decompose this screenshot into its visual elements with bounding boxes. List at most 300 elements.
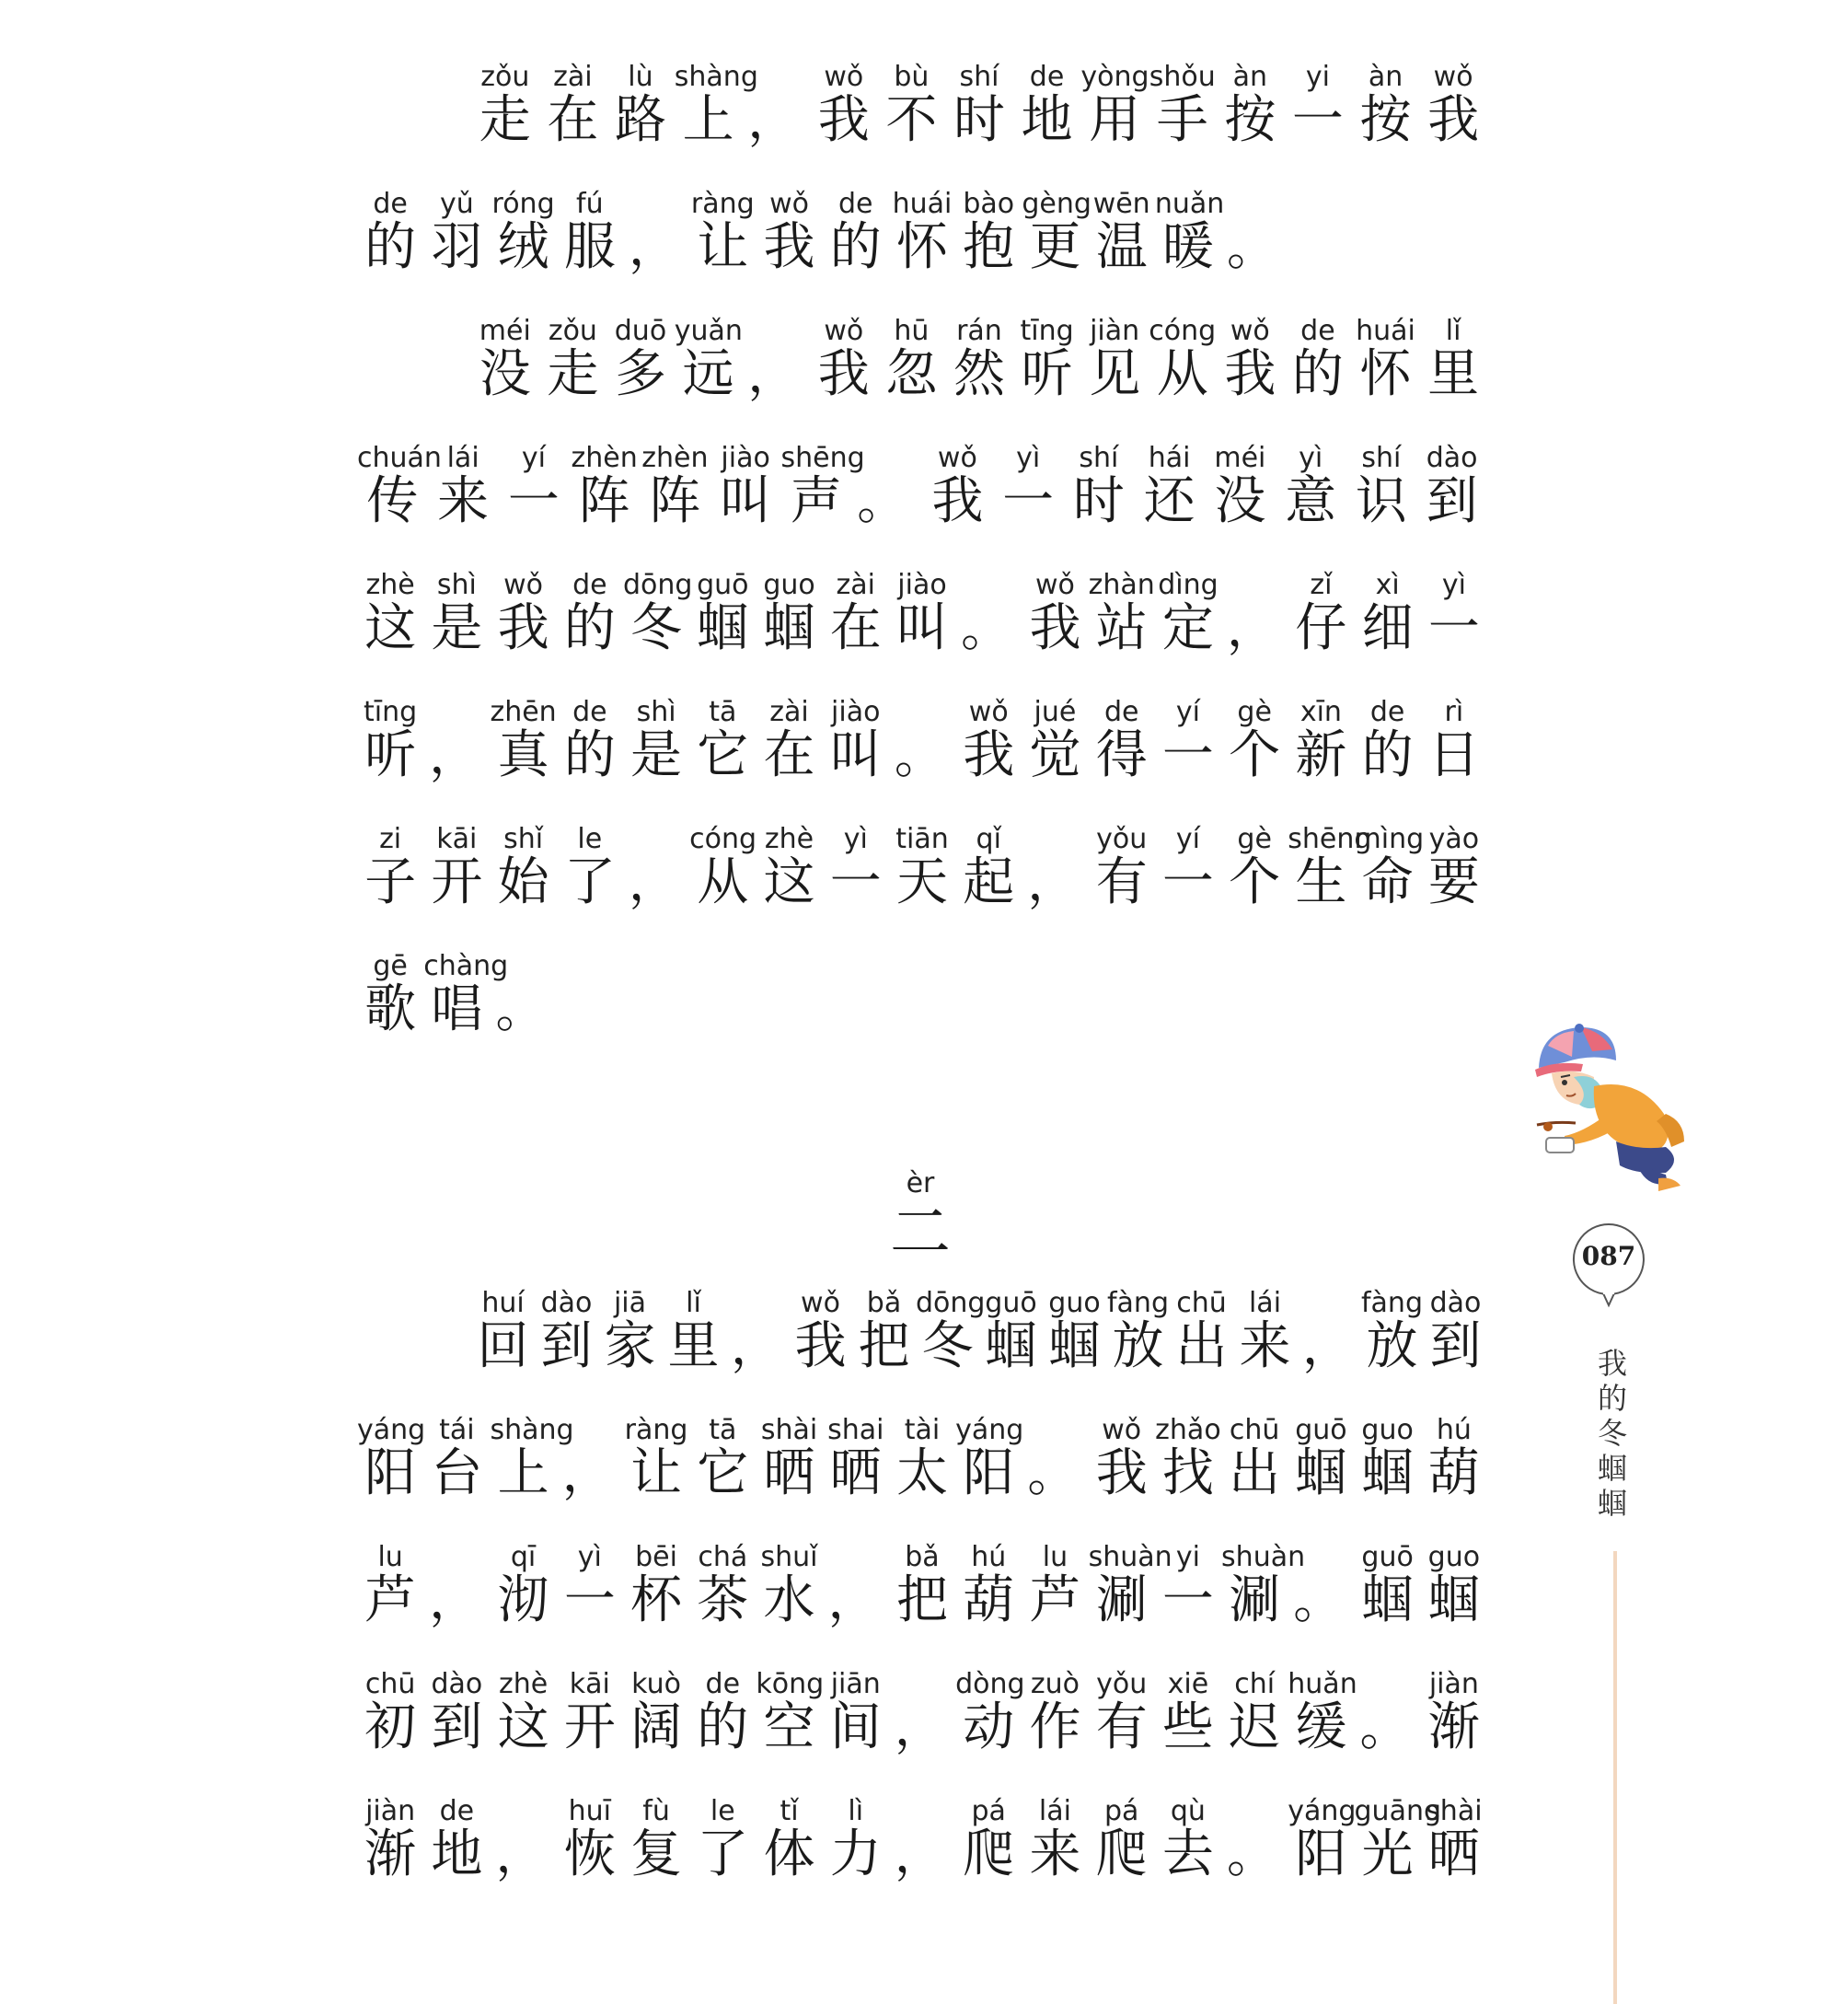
character-cell (1421, 188, 1487, 276)
character-cell (557, 1414, 623, 1502)
hanzi: 意 (1285, 471, 1337, 531)
hanzi: 听 (364, 725, 417, 785)
character-cell (557, 696, 623, 784)
character-cell (471, 315, 539, 403)
character-cell (979, 1287, 1043, 1375)
hanzi: 我 (931, 471, 984, 531)
hanzi: 到 (1429, 1316, 1482, 1376)
character-cell (1421, 823, 1487, 911)
character-cell (689, 569, 756, 657)
character-cell (1288, 1795, 1357, 1884)
hanzi: 走 (547, 344, 599, 404)
character-cell (889, 1668, 955, 1756)
pinyin: wǒ (769, 188, 809, 220)
pinyin: qù (1170, 1795, 1206, 1827)
hanzi: 定 (1161, 598, 1214, 658)
character-cell (423, 1668, 490, 1756)
character-cell (823, 696, 889, 784)
hanzi: 的 (829, 217, 882, 277)
character-cell (1106, 1287, 1170, 1375)
pinyin: shì (636, 696, 676, 728)
hanzi: 叫 (720, 471, 772, 531)
pinyin: pá (971, 1795, 1006, 1827)
character-cell (1288, 569, 1354, 657)
pinyin: yí (1175, 696, 1200, 728)
character-cell (689, 823, 756, 911)
character-cell (1149, 315, 1217, 403)
pinyin: wǒ (1035, 569, 1075, 601)
pinyin: yí (1175, 823, 1200, 855)
pinyin: pá (1103, 1795, 1139, 1827)
pinyin: wǒ (1102, 1414, 1142, 1446)
hanzi: 到 (540, 1316, 593, 1376)
character-cell (557, 1541, 623, 1629)
character-cell (1022, 188, 1091, 277)
character-cell (357, 442, 442, 531)
pinyin: shuàn (1221, 1541, 1306, 1573)
pinyin: de (1029, 61, 1065, 93)
punctuation: 。 (961, 599, 1011, 657)
hanzi: 子 (364, 852, 417, 912)
hanzi: 水 (763, 1570, 815, 1630)
section-number: 二 (890, 1197, 951, 1268)
hanzi: 蝈 (1361, 1570, 1414, 1630)
character-cell (955, 696, 1022, 784)
hanzi: 我 (497, 598, 549, 658)
hanzi: 真 (497, 725, 549, 785)
character-cell (1217, 315, 1285, 403)
character-cell (916, 1287, 986, 1376)
character-cell (1089, 1795, 1155, 1883)
hanzi: 找 (1161, 1443, 1214, 1503)
hanzi: 我 (1029, 598, 1081, 658)
hanzi: 上 (682, 90, 734, 150)
hanzi: 把 (895, 1570, 948, 1630)
hanzi: 的 (1291, 344, 1344, 404)
character-cell (357, 1541, 423, 1629)
hanzi: 一 (1161, 1570, 1214, 1630)
pinyin: hú (1436, 1414, 1472, 1446)
hanzi: 从 (1156, 344, 1208, 404)
pinyin: tǐ (780, 1795, 799, 1827)
pinyin: dōng (622, 569, 693, 601)
hanzi: 地 (1021, 90, 1073, 150)
character-cell (955, 569, 1022, 657)
pinyin: dào (540, 1287, 593, 1319)
character-cell (357, 188, 423, 276)
character-cell (756, 1668, 825, 1757)
character-cell (490, 1668, 556, 1756)
pinyin: gē (373, 950, 408, 982)
pinyin: dòng (955, 1668, 1025, 1700)
character-cell (1360, 1287, 1424, 1375)
hanzi: 些 (1161, 1697, 1214, 1757)
character-cell (1155, 1414, 1221, 1502)
pinyin: guō (697, 569, 749, 601)
character-cell (423, 823, 490, 911)
character-cell (1421, 1668, 1487, 1756)
hanzi: 迟 (1229, 1697, 1281, 1757)
child-with-bottle-illustration (1528, 1013, 1693, 1197)
character-cell (823, 950, 889, 1038)
pinyin: de (1300, 315, 1335, 347)
character-cell (1421, 569, 1487, 657)
character-cell (1421, 696, 1487, 784)
pinyin: gèng (1022, 188, 1091, 220)
hanzi: 按 (1224, 90, 1276, 150)
hanzi: 这 (364, 598, 417, 658)
character-cell (889, 1795, 955, 1883)
hanzi: 识 (1355, 471, 1407, 531)
character-cell (1155, 569, 1221, 657)
hanzi: 了 (563, 852, 616, 912)
hanzi: 唱 (431, 979, 483, 1039)
character-cell (945, 61, 1013, 149)
pinyin: yì (1016, 442, 1041, 474)
character-cell (1284, 315, 1352, 403)
character-cell (490, 696, 556, 784)
character-cell (622, 569, 693, 658)
pinyin: fàng (1360, 1287, 1423, 1319)
hanzi: 茶 (697, 1570, 749, 1630)
hanzi: 空 (763, 1697, 815, 1757)
character-cell (1043, 1287, 1106, 1375)
character-cell (955, 1414, 1022, 1502)
pinyin: chū (364, 1668, 416, 1700)
pinyin: de (705, 1668, 741, 1700)
character-cell (606, 315, 675, 403)
character-cell (623, 188, 689, 276)
character-cell (1355, 1541, 1421, 1629)
character-cell (955, 188, 1022, 276)
character-cell (878, 315, 946, 403)
character-cell (1022, 950, 1088, 1038)
pinyin: jiā (613, 1287, 647, 1319)
character-cell (423, 950, 509, 1039)
character-cell (1421, 1414, 1487, 1502)
character-cell (1155, 696, 1221, 784)
character-cell (852, 1287, 916, 1375)
punctuation: 。 (894, 726, 944, 784)
character-cell (1355, 569, 1421, 657)
hanzi: 日 (1427, 725, 1480, 785)
hanzi: 生 (1295, 852, 1347, 912)
pinyin: bǎ (866, 1287, 902, 1319)
pinyin: jiān (830, 1668, 881, 1700)
character-cell (1022, 1541, 1088, 1629)
character-cell (756, 1795, 822, 1883)
pinyin: jiào (897, 569, 947, 601)
side-rule (1613, 1551, 1617, 2004)
character-cell (423, 569, 490, 657)
character-cell (1421, 1795, 1487, 1883)
character-cell (1221, 696, 1288, 784)
hanzi: 地 (431, 1824, 483, 1884)
hanzi: 要 (1427, 852, 1480, 912)
hanzi: 始 (497, 852, 549, 912)
character-cell (357, 823, 423, 911)
character-cell (1149, 61, 1217, 149)
character-cell (823, 1414, 889, 1502)
pinyin: jiào (831, 696, 881, 728)
hanzi: 忽 (885, 344, 938, 404)
hanzi: 用 (1089, 90, 1141, 150)
punctuation: ， (747, 345, 798, 403)
character-cell (357, 1795, 423, 1883)
pinyin: chuán (357, 442, 442, 474)
pinyin: yǔ (439, 188, 474, 220)
hanzi: 晒 (829, 1443, 882, 1503)
pinyin: lǐ (1445, 315, 1461, 347)
hanzi: 阔 (630, 1697, 683, 1757)
pinyin: tā (709, 696, 737, 728)
character-cell (1089, 569, 1155, 657)
pinyin: ràng (690, 188, 755, 220)
hanzi: 一 (1291, 90, 1344, 150)
character-cell (1134, 442, 1205, 530)
character-cell (955, 823, 1022, 911)
character-cell (1355, 1414, 1421, 1502)
punctuation: 。 (1227, 218, 1277, 276)
pinyin: jiàn (365, 1795, 416, 1827)
character-cell (823, 188, 889, 276)
pinyin: wǒ (503, 569, 544, 601)
character-cell (1089, 188, 1155, 276)
pinyin: lǐ (686, 1287, 701, 1319)
character-cell (557, 1668, 623, 1756)
pinyin: huǎn (1288, 1668, 1357, 1700)
character-cell (499, 442, 570, 530)
text-line (357, 823, 1487, 911)
hanzi: 有 (1095, 1697, 1148, 1757)
pinyin: shuǐ (760, 1541, 818, 1573)
character-cell (357, 1414, 426, 1503)
pinyin: zhè (498, 1668, 549, 1700)
pinyin: mìng (1354, 823, 1425, 855)
pinyin: kuò (631, 1668, 681, 1700)
hanzi: 了 (697, 1824, 749, 1884)
pinyin: guo (1048, 1287, 1101, 1319)
character-cell (1022, 569, 1088, 657)
pinyin: bǎ (905, 1541, 940, 1573)
hanzi: 作 (1029, 1697, 1081, 1757)
hanzi: 体 (763, 1824, 815, 1884)
hanzi: 一 (1002, 471, 1055, 531)
pinyin: yì (1441, 569, 1466, 601)
character-cell (742, 315, 810, 403)
hanzi: 它 (697, 1443, 749, 1503)
hanzi: 蝈 (1361, 1443, 1414, 1503)
pinyin: tīng (364, 696, 418, 728)
pinyin: shài (1426, 1795, 1483, 1827)
pinyin: rán (956, 315, 1002, 347)
hanzi: 出 (1229, 1443, 1281, 1503)
hanzi: 服 (563, 217, 616, 277)
character-cell (1355, 696, 1421, 784)
pinyin: huí (481, 1287, 525, 1319)
pinyin: lu (1042, 1541, 1068, 1573)
pinyin: zhèn (571, 442, 638, 474)
character-cell (1424, 1287, 1487, 1375)
hanzi: 怀 (1359, 344, 1412, 404)
pinyin: yi (1305, 61, 1330, 93)
section-pinyin: èr (906, 1167, 935, 1199)
character-cell (756, 188, 822, 276)
character-cell (756, 696, 822, 784)
hanzi: 开 (431, 852, 483, 912)
character-cell (1154, 188, 1225, 277)
pinyin: lái (1038, 1795, 1071, 1827)
character-cell (1064, 442, 1135, 530)
character-cell (756, 950, 822, 1038)
pinyin: ràng (624, 1414, 688, 1446)
hanzi: 让 (630, 1443, 683, 1503)
character-cell (1284, 61, 1352, 149)
pinyin: duō (614, 315, 667, 347)
pinyin: xiē (1167, 1668, 1209, 1700)
character-cell (539, 61, 607, 149)
character-cell (1022, 1414, 1088, 1502)
character-cell (606, 61, 675, 149)
hanzi: 多 (614, 344, 666, 404)
pinyin: róng (491, 188, 555, 220)
hanzi: 的 (563, 725, 616, 785)
character-cell (557, 950, 623, 1038)
character-cell (1221, 1795, 1288, 1883)
hanzi: 从 (697, 852, 749, 912)
hanzi: 沏 (497, 1570, 549, 1630)
hanzi: 命 (1361, 852, 1414, 912)
hanzi: 爬 (1095, 1824, 1148, 1884)
punctuation: ， (731, 1317, 780, 1375)
hanzi: 放 (1112, 1316, 1164, 1376)
hanzi: 得 (1095, 725, 1148, 785)
character-cell (1288, 1541, 1354, 1629)
hanzi: 芦 (1029, 1570, 1081, 1630)
punctuation: ， (628, 218, 678, 276)
pinyin: bēi (635, 1541, 677, 1573)
hanzi: 放 (1366, 1316, 1418, 1376)
text-line (357, 1668, 1487, 1756)
character-cell (1089, 823, 1155, 911)
character-cell (823, 1541, 889, 1629)
character-cell (756, 1541, 822, 1629)
character-cell (423, 1414, 490, 1502)
pinyin: yuǎn (674, 315, 743, 347)
pinyin: dōng (916, 1287, 986, 1319)
pinyin: huī (568, 1795, 611, 1827)
character-cell (756, 1414, 822, 1502)
character-cell (1421, 1541, 1487, 1629)
hanzi: 渐 (1427, 1697, 1480, 1757)
character-cell (675, 315, 743, 403)
character-cell (1205, 442, 1276, 530)
pinyin: dào (431, 1668, 483, 1700)
pinyin: guō (1295, 1414, 1347, 1446)
character-cell (557, 823, 623, 911)
hanzi: 这 (763, 852, 815, 912)
pinyin: shai (827, 1414, 884, 1446)
character-cell (955, 1668, 1025, 1757)
hanzi: 初 (364, 1697, 417, 1757)
hanzi: 传 (366, 471, 419, 531)
hanzi: 开 (563, 1697, 616, 1757)
character-cell (689, 1541, 756, 1629)
character-cell (689, 950, 756, 1038)
punctuation: 。 (1293, 1571, 1344, 1629)
character-cell (1155, 1795, 1221, 1883)
character-cell (1288, 823, 1372, 912)
text-line (357, 442, 1487, 530)
page-number-badge (1570, 1221, 1647, 1298)
hanzi: 还 (1143, 471, 1195, 531)
punctuation: 。 (857, 472, 907, 530)
punctuation: ， (429, 726, 479, 784)
hanzi: 冬 (630, 598, 683, 658)
character-cell (1155, 1668, 1221, 1756)
hanzi: 蝈 (763, 598, 815, 658)
pinyin: rì (1444, 696, 1464, 728)
hanzi: 是 (431, 598, 483, 658)
character-cell (1089, 950, 1155, 1038)
pinyin: huái (892, 188, 953, 220)
character-cell (993, 442, 1064, 530)
pinyin: de (572, 696, 607, 728)
text-line (357, 569, 1487, 657)
pinyin: yáng (955, 1414, 1024, 1446)
hanzi: 一 (507, 471, 560, 531)
character-cell (955, 1795, 1022, 1883)
hanzi: 更 (1029, 217, 1081, 277)
pinyin: wǒ (1433, 61, 1473, 93)
hanzi: 阳 (1295, 1824, 1347, 1884)
pinyin: zhèn (641, 442, 709, 474)
hanzi: 细 (1361, 598, 1414, 658)
character-cell (598, 1287, 662, 1375)
character-cell (1288, 696, 1354, 784)
hanzi: 叫 (829, 725, 882, 785)
pinyin: chàng (423, 950, 509, 982)
character-cell (1419, 61, 1487, 149)
hanzi: 涮 (1229, 1570, 1281, 1630)
character-cell (1221, 950, 1288, 1038)
pinyin: yí (521, 442, 546, 474)
punctuation: ， (747, 91, 798, 149)
hanzi: 来 (437, 471, 490, 531)
character-cell (889, 696, 955, 784)
hanzi: 叫 (895, 598, 948, 658)
pinyin: guo (1427, 1541, 1481, 1573)
pinyin: le (577, 823, 603, 855)
character-cell (357, 1668, 423, 1756)
hanzi: 的 (1361, 725, 1414, 785)
character-cell (689, 188, 756, 276)
pinyin: de (373, 188, 408, 220)
character-cell (1221, 569, 1288, 657)
character-cell (1022, 1795, 1088, 1883)
pinyin: zhè (764, 823, 814, 855)
pinyin: qǐ (976, 823, 1001, 855)
hanzi: 怀 (895, 217, 948, 277)
text-line (357, 188, 1487, 276)
character-cell (1354, 1795, 1442, 1884)
character-cell (889, 1541, 955, 1629)
character-cell (623, 823, 689, 911)
pinyin: dìng (1158, 569, 1219, 601)
hanzi: 阵 (649, 471, 701, 531)
section-heading (865, 1167, 976, 1268)
character-cell (780, 442, 865, 531)
